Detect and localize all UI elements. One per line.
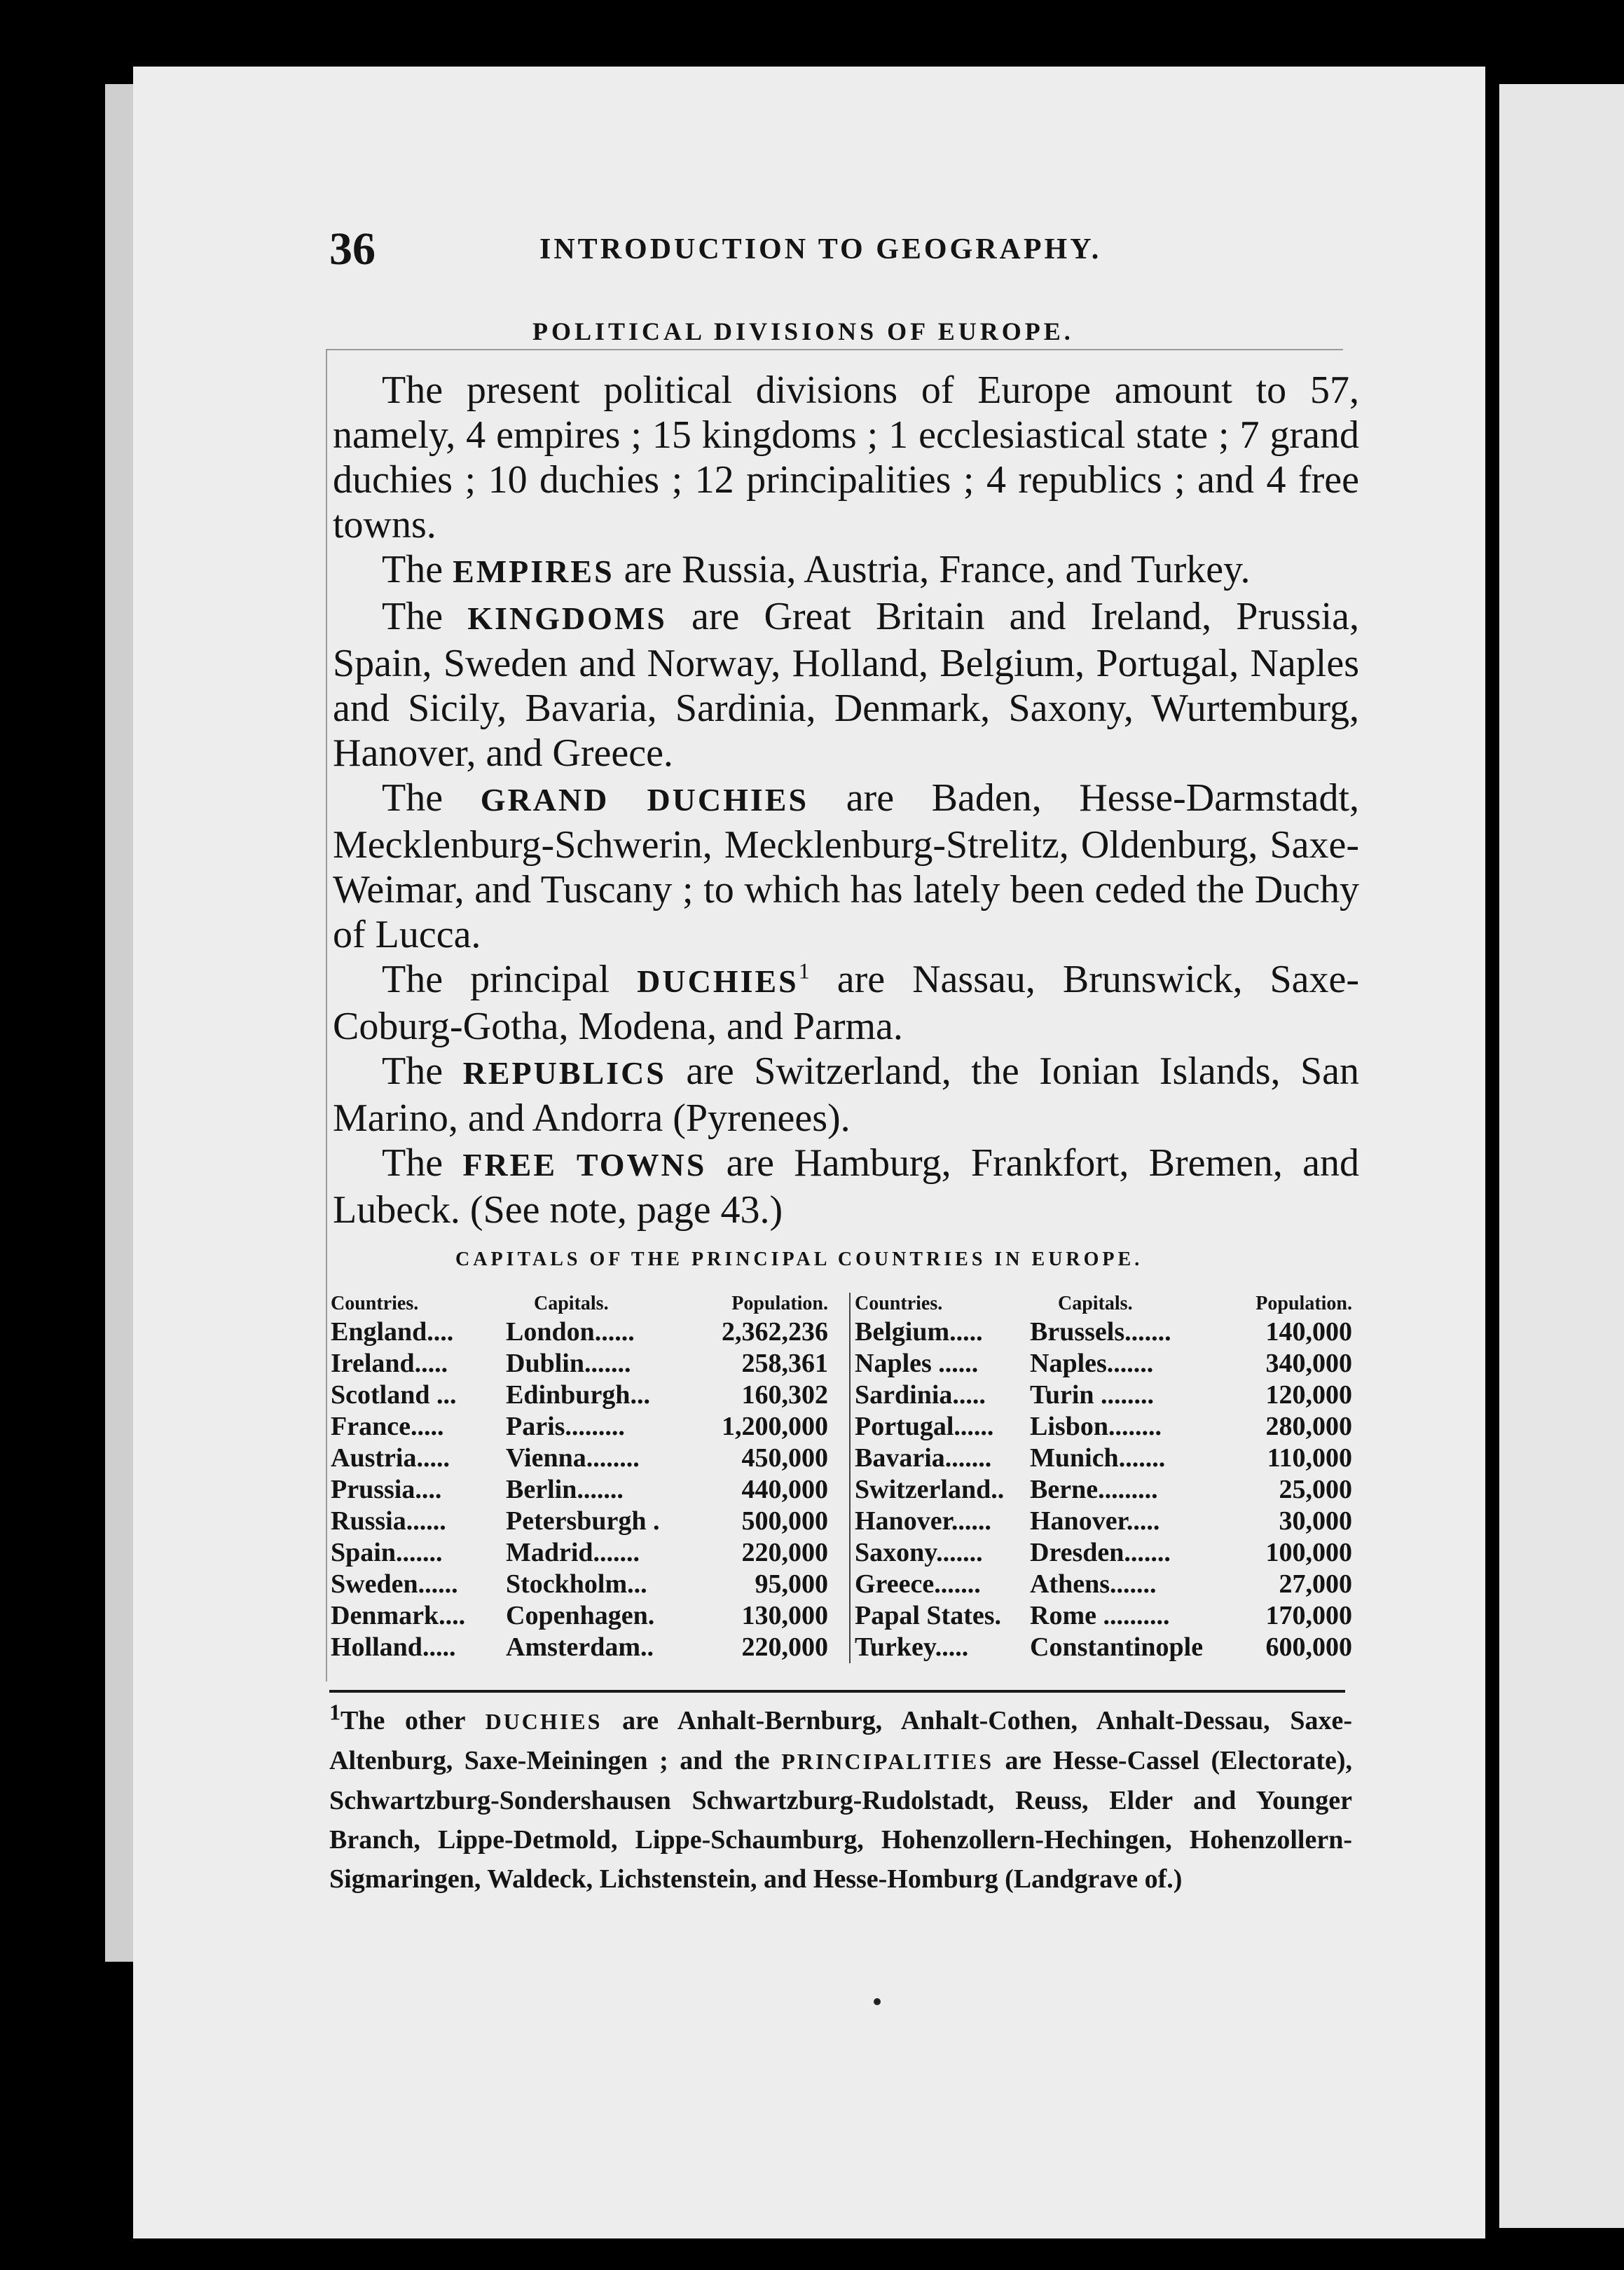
population-cell: 110,000 (1267, 1443, 1352, 1473)
capital-cell: Brussels....... (1030, 1317, 1171, 1347)
population-cell: 30,000 (1279, 1506, 1352, 1536)
paragraph-kingdoms: The KINGDOMS are Great Britain and Ireland, Prussia, Spain, Sweden and Norway, Holland, Belgium, Portugal, Naples and Sicily, Bavaria, Sardinia, Denmark, Saxony, Wurtemburg, Hanover, and Greece. (333, 595, 1360, 775)
header-capitals: Capitals. (1058, 1293, 1133, 1314)
table-row (331, 1348, 835, 1380)
capital-cell: Edinburgh... (506, 1380, 650, 1410)
capital-cell: Naples....... (1030, 1349, 1154, 1378)
page-header (329, 223, 1156, 275)
table-row (855, 1474, 1359, 1506)
table-row (331, 1632, 835, 1663)
capital-cell: Munich....... (1030, 1443, 1166, 1473)
country-cell: France..... (331, 1412, 444, 1441)
capital-cell: Athens....... (1030, 1569, 1157, 1599)
table-row (331, 1569, 835, 1600)
body-text (333, 368, 1359, 1232)
paragraph-divisions: The present political divisions of Europe amount to 57, namely, 4 empires ; 15 kingdoms ; 1 ecclesiastical state ; 7 grand duchies ; 10 duchies ; 12 principalities ; 4 republics ; and 4 free towns. (333, 369, 1359, 546)
table-row (855, 1348, 1359, 1380)
table-row (331, 1380, 835, 1411)
country-cell: Turkey..... (855, 1632, 969, 1662)
country-cell: Austria..... (331, 1443, 450, 1473)
country-cell: Ireland..... (331, 1349, 448, 1378)
country-cell: Sardinia..... (855, 1380, 986, 1410)
capital-cell: Petersburgh . (506, 1506, 660, 1536)
table-row (331, 1537, 835, 1569)
term-grand-duchies: GRAND DUCHIES (480, 782, 809, 818)
table-row (331, 1411, 835, 1443)
capital-cell: Dresden....... (1030, 1538, 1171, 1567)
footnote: $^1$The other DUCHIES are Anhalt-Bernburg, Anhalt-Cothen, Anhalt-Dessau, Saxe-Altenburg, Saxe-Meiningen ; and the PRINCIPALITIES are Hesse-Cassel (Electorate), Schwartzburg-Sondershausen Schwartzburg-Rudolstadt, Reuss, Elder and Younger Branch, Lippe-Detmold, Lippe-Schaumburg, Hohenzollern-Hechingen, Hohenzollern-Sigmaringen, Waldeck, Lichstenstein, and Hesse-Homburg (Landgrave of.) (329, 1699, 1353, 1894)
capital-cell: Vienna........ (506, 1443, 640, 1473)
capital-cell: Rome .......... (1030, 1601, 1170, 1630)
population-cell: 440,000 (741, 1475, 828, 1504)
book-spine-shadow (105, 84, 133, 1962)
table-row (331, 1600, 835, 1632)
population-cell: 130,000 (741, 1601, 828, 1630)
country-cell: Scotland ... (331, 1380, 457, 1410)
term-republics: REPUBLICS (462, 1055, 666, 1091)
country-cell: Papal States. (855, 1601, 1001, 1630)
header-population: Population. (1255, 1293, 1352, 1314)
population-cell: 95,000 (755, 1569, 828, 1599)
country-cell: Saxony....... (855, 1538, 983, 1567)
population-cell: 220,000 (741, 1632, 828, 1662)
capital-cell: Dublin....... (506, 1349, 631, 1378)
table-row (855, 1380, 1359, 1411)
paragraph-republics: The REPUBLICS are Switzerland, the Ionian Islands, San Marino, and Andorra (Pyrenees). (333, 1050, 1360, 1140)
table-header (331, 1293, 835, 1316)
capital-cell: Berne......... (1030, 1475, 1158, 1504)
running-head: INTRODUCTION TO GEOGRAPHY. (539, 233, 1102, 266)
term-free-towns: FREE TOWNS (462, 1147, 707, 1183)
population-cell: 340,000 (1265, 1349, 1352, 1378)
population-cell: 450,000 (741, 1443, 828, 1473)
country-cell: Hanover...... (855, 1506, 991, 1536)
header-countries: Countries. (855, 1293, 943, 1314)
capital-cell: Hanover..... (1030, 1506, 1160, 1536)
table-row (855, 1600, 1359, 1632)
table-row (855, 1411, 1359, 1443)
facing-page-edge (1499, 84, 1624, 2228)
population-cell: 2,362,236 (722, 1317, 828, 1347)
population-cell: 1,200,000 (722, 1412, 828, 1441)
country-cell: Portugal...... (855, 1412, 994, 1441)
country-cell: Russia...... (331, 1506, 446, 1536)
footnote-reference[interactable]: 1 (798, 958, 810, 984)
population-cell: 25,000 (1279, 1475, 1352, 1504)
population-cell: 600,000 (1265, 1632, 1352, 1662)
country-cell: Bavaria....... (855, 1443, 992, 1473)
capital-cell: Paris......... (506, 1412, 625, 1441)
table-row (331, 1443, 835, 1474)
population-cell: 500,000 (741, 1506, 828, 1536)
capital-cell: Turin ........ (1030, 1380, 1155, 1410)
population-cell: 220,000 (741, 1538, 828, 1567)
country-cell: Prussia.... (331, 1475, 442, 1504)
term-empires: EMPIRES (453, 553, 614, 589)
header-population: Population. (731, 1293, 828, 1314)
country-cell: Denmark.... (331, 1601, 466, 1630)
table-row (855, 1537, 1359, 1569)
population-cell: 27,000 (1279, 1569, 1352, 1599)
country-cell: Spain....... (331, 1538, 443, 1567)
paragraph-duchies: The principal DUCHIES$^1$ are Nassau, Brunswick, Saxe-Coburg-Gotha, Modena, and Parma. (333, 958, 1360, 1048)
capital-cell: Stockholm... (506, 1569, 647, 1599)
term-duchies: DUCHIES (637, 963, 799, 999)
section-title: POLITICAL DIVISIONS OF EUROPE. (532, 317, 1074, 345)
footnote-rule (329, 1690, 1345, 1693)
population-cell: 100,000 (1265, 1538, 1352, 1567)
term-principalities: PRINCIPALITIES (781, 1749, 993, 1774)
capital-cell: Constantinople (1030, 1632, 1204, 1662)
header-countries: Countries. (331, 1293, 419, 1314)
country-cell: Naples ...... (855, 1349, 979, 1378)
table-row (331, 1474, 835, 1506)
population-cell: 170,000 (1265, 1601, 1352, 1630)
population-cell: 160,302 (741, 1380, 828, 1410)
term-kingdoms: KINGDOMS (467, 600, 667, 636)
header-capitals: Capitals. (534, 1293, 609, 1314)
table-row (855, 1443, 1359, 1474)
capital-cell: London...... (506, 1317, 635, 1347)
capital-cell: Madrid....... (506, 1538, 640, 1567)
footnote-mark: 1 (329, 1699, 340, 1725)
capital-cell: Lisbon........ (1030, 1412, 1162, 1441)
capital-cell: Berlin....... (506, 1475, 624, 1504)
capitals-column-left (331, 1293, 835, 1663)
country-cell: Greece....... (855, 1569, 981, 1599)
population-cell: 258,361 (741, 1349, 828, 1378)
table-row (855, 1632, 1359, 1663)
country-cell: England.... (331, 1317, 454, 1347)
table-row (331, 1316, 835, 1348)
table-title: CAPITALS OF THE PRINCIPAL COUNTRIES IN EUROPE. (455, 1248, 1143, 1270)
table-row (855, 1569, 1359, 1600)
capital-cell: Copenhagen. (506, 1601, 655, 1630)
paragraph-free-towns: The FREE TOWNS are Hamburg, Frankfort, Bremen, and Lubeck. (See note, page 43.) (333, 1141, 1360, 1232)
population-cell: 140,000 (1265, 1317, 1352, 1347)
population-cell: 280,000 (1265, 1412, 1352, 1441)
paragraph-empires: The EMPIRES are Russia, Austria, France, and Turkey. (382, 548, 1251, 591)
country-cell: Belgium..... (855, 1317, 983, 1347)
page-mark (874, 1998, 881, 2005)
table-row (855, 1506, 1359, 1537)
term-duchies: DUCHIES (485, 1709, 603, 1734)
table-header (855, 1293, 1359, 1316)
country-cell: Holland..... (331, 1632, 456, 1662)
country-cell: Switzerland.. (855, 1475, 1005, 1504)
capitals-column-right (849, 1293, 1359, 1663)
country-cell: Sweden...... (331, 1569, 458, 1599)
table-row (331, 1506, 835, 1537)
population-cell: 120,000 (1265, 1380, 1352, 1410)
page-number: 36 (329, 223, 376, 275)
paragraph-grand-duchies: The GRAND DUCHIES are Baden, Hesse-Darmstadt, Mecklenburg-Schwerin, Mecklenburg-Strelitz, Oldenburg, Saxe-Weimar, and Tuscany ; to which has lately been ceded the Duchy of Lucca. (333, 776, 1360, 956)
table-row (855, 1316, 1359, 1348)
capital-cell: Amsterdam.. (506, 1632, 654, 1662)
